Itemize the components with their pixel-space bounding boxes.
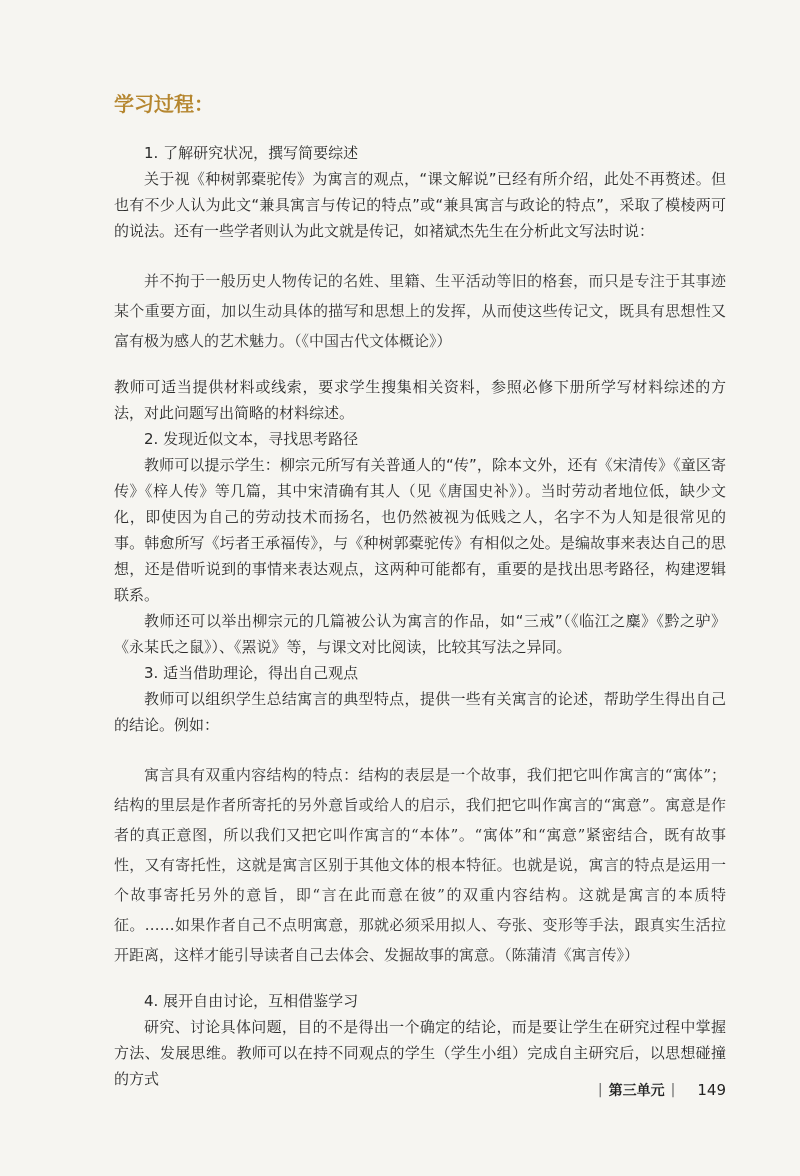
footer-separator-right: | [670, 1082, 676, 1098]
step-3-quote: 寓言具有双重内容结构的特点：结构的表层是一个故事，我们把它叫作寓言的“寓体”；结构的里层是作者所寄托的另外意旨或给人的启示，我们把它叫作寓言的“寓意”。寓意是作者的真正意图，所以我们又把它叫作寓言的“本体”。“寓体”和“寓意”紧密结合，既有故事性，又有寄托性，这就是寓言区别于其他文体的根本特征。也就是说，寓言的特点是运用一个故事寄托另外的意旨，即“言在此而意在彼”的双重内容结构。这就是寓言的本质特征。……如果作者自己不点明寓意，那就必须采用拟人、夸张、变形等手法，跟真实生活拉开距离，这样才能引导读者自己去体会、发掘故事的寓意。（陈蒲清《寓言传》） [114, 766, 726, 964]
page-body [114, 140, 726, 1092]
step-3-title: 3. 适当借助理论，得出自己观点 [144, 664, 359, 682]
step-1-paragraph-2: 教师可适当提供材料或线索，要求学生搜集相关资料，参照必修下册所学写材料综述的方法，对此问题写出简略的材料综述。 [114, 378, 726, 422]
step-1-quote: 并不拘于一般历史人物传记的名姓、里籍、生平活动等旧的格套，而只是专注于其事迹某个重要方面，加以生动具体的描写和思想上的发挥，从而使这些传记文，既具有思想性又富有极为感人的艺术魅力。（《中国古代文体概论》） [114, 272, 726, 350]
step-2-paragraph-2: 教师还可以举出柳宗元的几篇被公认为寓言的作品，如“三戒”（《临江之麋》《黔之驴》《永某氏之鼠》）、《罴说》等，与课文对比阅读，比较其写法之异同。 [114, 612, 726, 656]
step-3-paragraph-1: 教师可以组织学生总结寓言的典型特点，提供一些有关寓言的论述，帮助学生得出自己的结论。例如： [114, 690, 726, 734]
step-4-title: 4. 展开自由讨论，互相借鉴学习 [144, 992, 359, 1010]
step-1-paragraph-1: 关于视《种树郭橐驼传》为寓言的观点，“课文解说”已经有所介绍，此处不再赘述。但也有不少人认为此文“兼具寓言与传记的特点”或“兼具寓言与政论的特点”，采取了模棱两可的说法。还有一些学者则认为此文就是传记，如褚斌杰先生在分析此文写法时说： [114, 170, 726, 240]
step-2-title: 2. 发现近似文本，寻找思考路径 [144, 430, 359, 448]
footer-separator-left: | [597, 1082, 603, 1098]
step-2-paragraph-1: 教师可以提示学生：柳宗元所写有关普通人的“传”，除本文外，还有《宋清传》《童区寄传》《梓人传》等几篇，其中宋清确有其人（见《唐国史补》）。当时劳动者地位低，缺少文化，即使因为自己的劳动技术而扬名，也仍然被视为低贱之人，名字不为人知是很常见的事。韩愈所写《圬者王承福传》，与《种树郭橐驼传》有相似之处。是编故事来表达自己的思想，还是借听说到的事情来表达观点，这两种可能都有，重要的是找出思考路径，构建逻辑联系。 [114, 456, 726, 604]
step-1-title: 1. 了解研究状况，撰写简要综述 [144, 144, 359, 162]
page-footer [592, 1080, 726, 1100]
section-heading: 学习过程： [114, 92, 214, 116]
page-number: 149 [697, 1081, 726, 1099]
unit-label: 第三单元 [608, 1083, 665, 1099]
step-4-paragraph-1: 研究、讨论具体问题，目的不是得出一个确定的结论，而是要让学生在研究过程中掌握方法、发展思维。教师可以在持不同观点的学生（学生小组）完成自主研究后，以思想碰撞的方式 [114, 1018, 726, 1088]
